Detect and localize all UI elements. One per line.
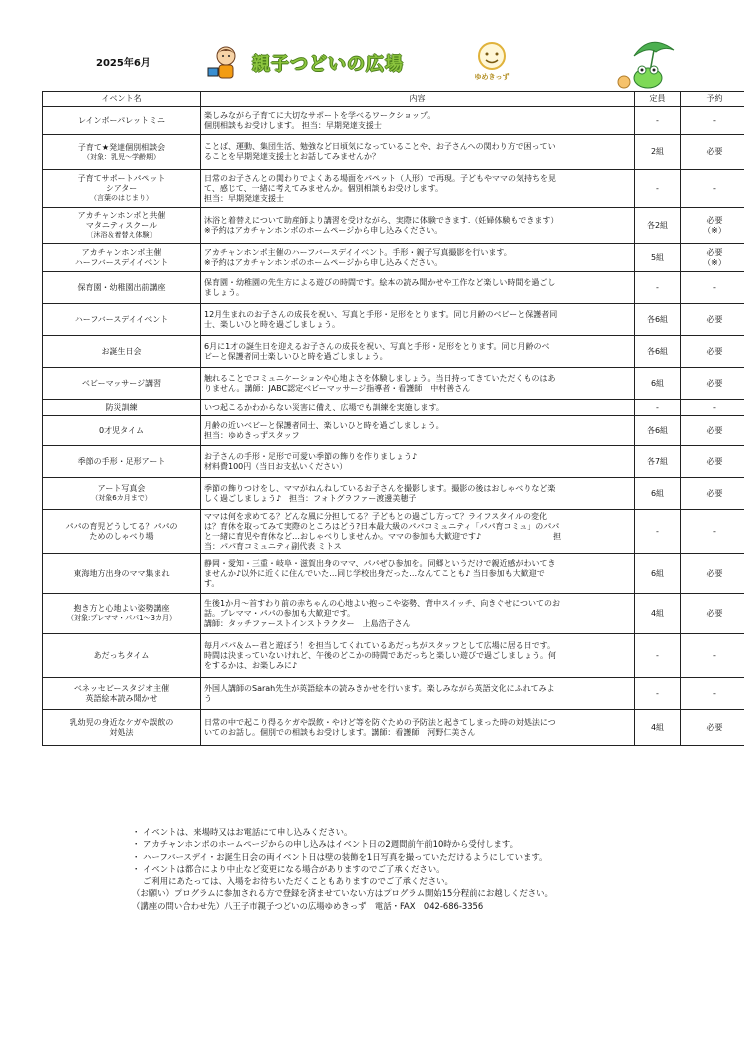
event-name-cell — [43, 416, 201, 446]
event-name-cell — [43, 304, 201, 336]
event-content-cell — [201, 678, 635, 710]
capacity-cell: 2組 — [635, 135, 681, 170]
reservation-value: 必要 — [706, 722, 723, 732]
reservation-cell — [681, 554, 744, 594]
event-name-cell — [43, 446, 201, 478]
reservation-value: - — [713, 282, 716, 292]
table-row — [43, 594, 744, 634]
content-line: 日常の中で起こり得るケガや誤飲・やけど等を防ぐための予防法と起きてしまった時の対処法につ — [204, 717, 556, 727]
content-line: 楽しみながら子育てに大切なサポートを学べるワークショップ。 — [204, 110, 436, 120]
content-line: 沐浴と着替えについて助産師より講習を受けながら、実際に体験できます.（妊婦体験もできます） — [204, 215, 559, 225]
reservation-cell — [681, 478, 744, 510]
table-header-row — [43, 92, 744, 107]
table-row — [43, 678, 744, 710]
event-content-cell — [201, 244, 635, 272]
note-line: ・ アカチャンホンポのホームページからの申し込みはイベント日の2週間前午前10時から受付します。 — [132, 839, 518, 850]
reservation-cell — [681, 135, 744, 170]
content-line: す。 — [204, 578, 220, 588]
child-illustration-icon — [206, 44, 242, 84]
content-line: 6月に1才の誕生日を迎えるお子さんの成長を祝い、写真と手形・足形をとります。同じ月齢のベ — [204, 341, 550, 351]
reservation-value: - — [713, 115, 716, 125]
table-row — [43, 710, 744, 746]
reservation-cell — [681, 634, 744, 678]
event-name-cell — [43, 135, 201, 170]
capacity-cell: 6組 — [635, 478, 681, 510]
event-content-cell — [201, 634, 635, 678]
reservation-value: 必要 — [706, 568, 723, 578]
capacity-cell: 各7組 — [635, 446, 681, 478]
event-content-cell — [201, 368, 635, 400]
reservation-value: 必要 — [706, 147, 723, 156]
event-target: （対象6カ月まで） — [91, 494, 152, 502]
capacity-cell: - — [635, 272, 681, 304]
event-name-cell — [43, 208, 201, 244]
event-content-cell — [201, 554, 635, 594]
header-capacity: 定員 — [635, 92, 681, 107]
reservation-value: 必要 — [706, 608, 723, 618]
capacity-cell: 6組 — [635, 368, 681, 400]
reservation-value: 必要 — [706, 488, 723, 498]
note-line: ・ ハーフバースデイ・お誕生日会の両イベント日は壁の装飾を1日写真を撮っていただけるようにしています。 — [132, 851, 548, 862]
event-content-cell — [201, 336, 635, 368]
event-name-cell — [43, 510, 201, 554]
reservation-value: 必要 — [706, 378, 723, 388]
reservation-value: - — [713, 688, 716, 698]
yumekids-logo — [472, 40, 512, 84]
event-content-cell — [201, 107, 635, 135]
note-line: （講座の問い合わせ先）八王子市親子つどいの広場ゆめきっず 電話・FAX 042-686-3356 — [132, 900, 484, 911]
content-line: いてのお話し。個別での相談もお受けします。講師：看護師 河野仁美さん — [204, 727, 476, 737]
reservation-cell — [681, 594, 744, 634]
note-line: ・ イベントは都合により中止など変更になる場合がありますのでご了承ください。 — [132, 863, 445, 874]
content-line: 12月生まれのお子さんの成長を祝い、写真と手形・足形をとります。同じ月齢のベビーと保護者同 — [204, 309, 558, 319]
content-line: しく過ごしましょう♪ 担当：フォトグラファー渡邊美穂子 — [204, 493, 417, 503]
event-name-line2: ためのしゃべり場 — [89, 531, 154, 541]
content-line: 担当：早期発達支援士 — [204, 193, 284, 203]
table-row — [43, 634, 744, 678]
event-name-line2: シアター — [105, 184, 138, 193]
capacity-cell: 各6組 — [635, 416, 681, 446]
event-content-cell — [201, 416, 635, 446]
content-line: 触れることでコミュニケーションや心地よさを体験しましょう。当日持ってきていただくものはあ — [204, 373, 556, 383]
content-line: 生後1か月～首すわり前の赤ちゃんの心地よい抱っこや姿勢、背中スイッチ、向きぐせについてのお — [204, 598, 561, 608]
event-target: 〔沐浴＆着替え体験〕 — [86, 231, 157, 239]
event-name-cell — [43, 400, 201, 416]
reservation-cell — [681, 170, 744, 208]
event-target: （言葉のはじまり） — [90, 194, 153, 202]
table-row — [43, 510, 744, 554]
event-name: 子育てサポートパペット — [77, 174, 166, 183]
table-row — [43, 304, 744, 336]
logo-text: ゆめきっず — [474, 73, 510, 81]
event-name-cell — [43, 634, 201, 678]
reservation-cell — [681, 416, 744, 446]
event-name: 子育て★発達個別相談会 — [77, 142, 166, 152]
event-name-line2: マタニティスクール — [85, 221, 158, 230]
note-line: ・ イベントは、来場時又はお電話にて申し込みください。 — [132, 827, 353, 837]
content-line: ましょう。 — [204, 287, 244, 297]
reservation-value: 必要 — [706, 215, 723, 225]
table-row — [43, 400, 744, 416]
content-line: 話。プレママ・パパの参加も大歓迎です。 — [204, 608, 356, 618]
event-target: （対象:プレママ・パパ1～3カ月） — [67, 614, 176, 622]
table-row — [43, 478, 744, 510]
event-name-line2: 対処法 — [109, 727, 134, 737]
event-content-cell — [201, 170, 635, 208]
event-name: 0才児タイム — [99, 425, 144, 435]
event-content-cell — [201, 446, 635, 478]
reservation-cell — [681, 304, 744, 336]
page-title: 親子つどいの広場 — [252, 54, 404, 75]
content-line: 毎月パパ＆ムー君と遊ぼう！を担当してくれているあだっちがスタッフとして広場に居る日です。 — [204, 640, 555, 650]
content-line: 保育園・幼稚園の先生方による遊びの時間です。絵本の読み聞かせや工作など楽しい時間を過ごし — [204, 277, 556, 287]
reservation-cell — [681, 368, 744, 400]
content-line: 個別相談もお受けします。 担当：早期発達支援士 — [204, 120, 382, 130]
event-name: 乳幼児の身近なケガや誤飲の — [69, 717, 174, 727]
table-row — [43, 446, 744, 478]
event-name: 東海地方出身のママ集まれ — [73, 568, 170, 578]
reservation-cell — [681, 400, 744, 416]
event-content-cell — [201, 510, 635, 554]
reservation-note: （※） — [703, 225, 726, 235]
content-line: りません。講師：JABC認定ベビーマッサージ指導者・看護師 中村善さん — [204, 383, 471, 393]
note-line: ご利用にあたっては、入場をお待ちいただくこともありますのでご了承ください。 — [132, 876, 453, 887]
content-line: う — [204, 693, 212, 703]
reservation-value: 必要 — [706, 346, 723, 356]
event-name: ハーフバースデイイベント — [74, 314, 169, 324]
event-name: アート写真会 — [97, 484, 146, 493]
table-row — [43, 208, 744, 244]
capacity-cell: 各6組 — [635, 304, 681, 336]
content-line: て、感じて、一緒に考えてみませんか。個別相談もお受けします。 — [204, 183, 444, 193]
event-name-cell — [43, 678, 201, 710]
content-line: 講師：タッチファーストインストラクター 上島浩子さん — [204, 618, 411, 628]
event-name-cell — [43, 554, 201, 594]
content-line: ることを早期発達支援士とお話してみませんか？ — [204, 152, 380, 161]
capacity-cell: - — [635, 678, 681, 710]
event-name: ベネッセビースタジオ主催 — [73, 683, 170, 693]
content-line: と一緒に育児や育休など…おしゃべりしませんか。ママの参加も大歓迎です♪ 担 — [204, 531, 562, 541]
capacity-cell: 各6組 — [635, 336, 681, 368]
capacity-cell: - — [635, 400, 681, 416]
event-name-cell — [43, 710, 201, 746]
content-line: をするかは、お楽しみに♪ — [204, 660, 298, 670]
reservation-cell — [681, 107, 744, 135]
table-row — [43, 244, 744, 272]
event-name-cell — [43, 594, 201, 634]
reservation-cell — [681, 510, 744, 554]
event-name: お誕生日会 — [101, 346, 142, 356]
event-target: （対象：乳児～学齢期） — [83, 152, 160, 161]
reservation-cell — [681, 678, 744, 710]
content-line: は？育休を取ってみて実際のところはどう?日本最大級のパパコミュニティ「パパ育コミュ」のパパ — [204, 521, 560, 531]
content-line: ※予約はアカチャンホンポのホームページから申し込みください。 — [204, 225, 443, 235]
event-content-cell — [201, 400, 635, 416]
event-name: 季節の手形・足形アート — [77, 456, 166, 466]
yumekids-logo-icon — [472, 40, 512, 72]
notes-section — [132, 826, 732, 912]
reservation-cell — [681, 208, 744, 244]
event-content-cell — [201, 710, 635, 746]
capacity-cell: 4組 — [635, 594, 681, 634]
reservation-value: - — [713, 183, 716, 193]
table-row — [43, 416, 744, 446]
event-name: あだっちタイム — [93, 650, 150, 660]
event-content-cell — [201, 478, 635, 510]
event-name-cell — [43, 336, 201, 368]
table-row — [43, 107, 744, 135]
reservation-value: 必要 — [706, 314, 723, 324]
capacity-cell: - — [635, 170, 681, 208]
page-header — [0, 0, 744, 92]
event-name-cell — [43, 368, 201, 400]
capacity-cell: - — [635, 510, 681, 554]
capacity-cell: 5組 — [635, 244, 681, 272]
content-line: 材料費100円（当日お支払いください） — [204, 461, 348, 471]
event-name: 抱き方と心地よい姿勢講座 — [73, 604, 170, 613]
reservation-cell — [681, 446, 744, 478]
event-name-line2: 英語絵本読み聞かせ — [85, 693, 158, 703]
event-name-line2: ハーフバースデイイベント — [74, 257, 169, 267]
event-name-cell — [43, 272, 201, 304]
content-line: お子さんの手形・足形で可愛い季節の飾りを作りましょう♪ — [204, 451, 418, 461]
table-row — [43, 554, 744, 594]
event-schedule-table — [42, 91, 744, 746]
table-row — [43, 135, 744, 170]
capacity-cell: 4組 — [635, 710, 681, 746]
issue-date: 2025年6月 — [96, 58, 151, 69]
reservation-cell — [681, 336, 744, 368]
content-line: 担当：ゆめきっずスタッフ — [204, 430, 300, 440]
table-row — [43, 170, 744, 208]
content-line: ママは何を求めてる？どんな風に分担してる？子どもとの過ごし方って？ライフスタイルの変化 — [204, 511, 548, 521]
capacity-cell: - — [635, 107, 681, 135]
reservation-cell — [681, 272, 744, 304]
header-event: イベント名 — [43, 92, 201, 107]
event-name-cell — [43, 478, 201, 510]
content-line: ※予約はアカチャンホンポのホームページから申し込みください。 — [204, 257, 443, 267]
content-line: ませんか♪以外に近くに住んでいた…同じ学校出身だった…なんてことも♪ 当日参加も大歓迎で — [204, 568, 545, 578]
event-name-cell — [43, 107, 201, 135]
capacity-cell: - — [635, 634, 681, 678]
event-name: レインボーパレットミニ — [77, 115, 166, 125]
content-line: 当：パパ育コミュニティ副代表 ミトス — [204, 541, 342, 551]
reservation-value: - — [713, 650, 716, 660]
event-content-cell — [201, 272, 635, 304]
content-line: 日常のお子さんとの関わりでよくある場面をパペット（人形）で再現。子どもやママの気持ちを見 — [204, 173, 556, 183]
content-line: 月齢の近いベビーと保護者同士、楽しいひと時を過ごしましょう。 — [204, 420, 444, 430]
content-line: 時間は決まっていないけれど、午後のどこかの時間であだっちと楽しい遊びで過ごしましょう。何 — [204, 650, 556, 660]
event-name: 防災訓練 — [105, 402, 138, 412]
content-line: 季節の飾りつけをし、ママがねんねしているお子さんを撮影します。撮影の後はおしゃべりなど楽 — [204, 483, 556, 493]
event-content-cell — [201, 304, 635, 336]
reservation-value: 必要 — [706, 425, 723, 435]
content-line: ことば、運動、集団生活、勉強など日頃気になっていることや、お子さんへの関わり方で困ってい — [204, 142, 556, 151]
event-name: アカチャンホンポと共催 — [77, 211, 166, 220]
content-line: 静岡・愛知・三重・岐阜・滋賀出身のママ、パパぜひ参加を。同郷というだけで親近感がわいてき — [204, 558, 556, 568]
event-content-cell — [201, 135, 635, 170]
reservation-value: - — [713, 402, 716, 412]
table-row — [43, 368, 744, 400]
event-name: 保育園・幼稚園出前講座 — [77, 282, 166, 292]
capacity-cell: 各2組 — [635, 208, 681, 244]
reservation-value: 必要 — [706, 247, 723, 257]
event-content-cell — [201, 208, 635, 244]
capacity-cell: 6組 — [635, 554, 681, 594]
event-name-cell — [43, 170, 201, 208]
content-line: いつ起こるかわからない災害に備え、広場でも訓練を実施します。 — [204, 402, 444, 412]
event-name: パパの育児どうしてる？パパの — [65, 521, 178, 531]
reservation-note: （※） — [703, 257, 726, 267]
reservation-value: 必要 — [706, 456, 723, 466]
content-line: 外国人講師のSarah先生が英語絵本の読みきかせを行います。楽しみながら英語文化にふれてみよ — [204, 683, 555, 693]
frog-umbrella-icon — [616, 36, 676, 90]
event-name: ベビーマッサージ講習 — [81, 378, 162, 388]
reservation-cell — [681, 710, 744, 746]
event-content-cell — [201, 594, 635, 634]
reservation-value: - — [713, 526, 716, 536]
event-name-cell — [43, 244, 201, 272]
table-row — [43, 272, 744, 304]
reservation-cell — [681, 244, 744, 272]
event-name: アカチャンホンポ主催 — [81, 247, 162, 257]
table-row — [43, 336, 744, 368]
header-content: 内容 — [201, 92, 635, 107]
content-line: ビーと保護者同士楽しいひと時を過ごしましょう。 — [204, 351, 388, 361]
content-line: アカチャンホンポ主催のハーフバースデイイベント。手形・親子写真撮影を行います。 — [204, 247, 512, 257]
note-line: （お願い）プログラムに参加される方で登録を済ませていない方はプログラム開始15分程前にお越しください。 — [132, 888, 553, 899]
content-line: 士、楽しいひと時を過ごしましょう。 — [204, 319, 340, 329]
header-reservation: 予約 — [681, 92, 744, 107]
